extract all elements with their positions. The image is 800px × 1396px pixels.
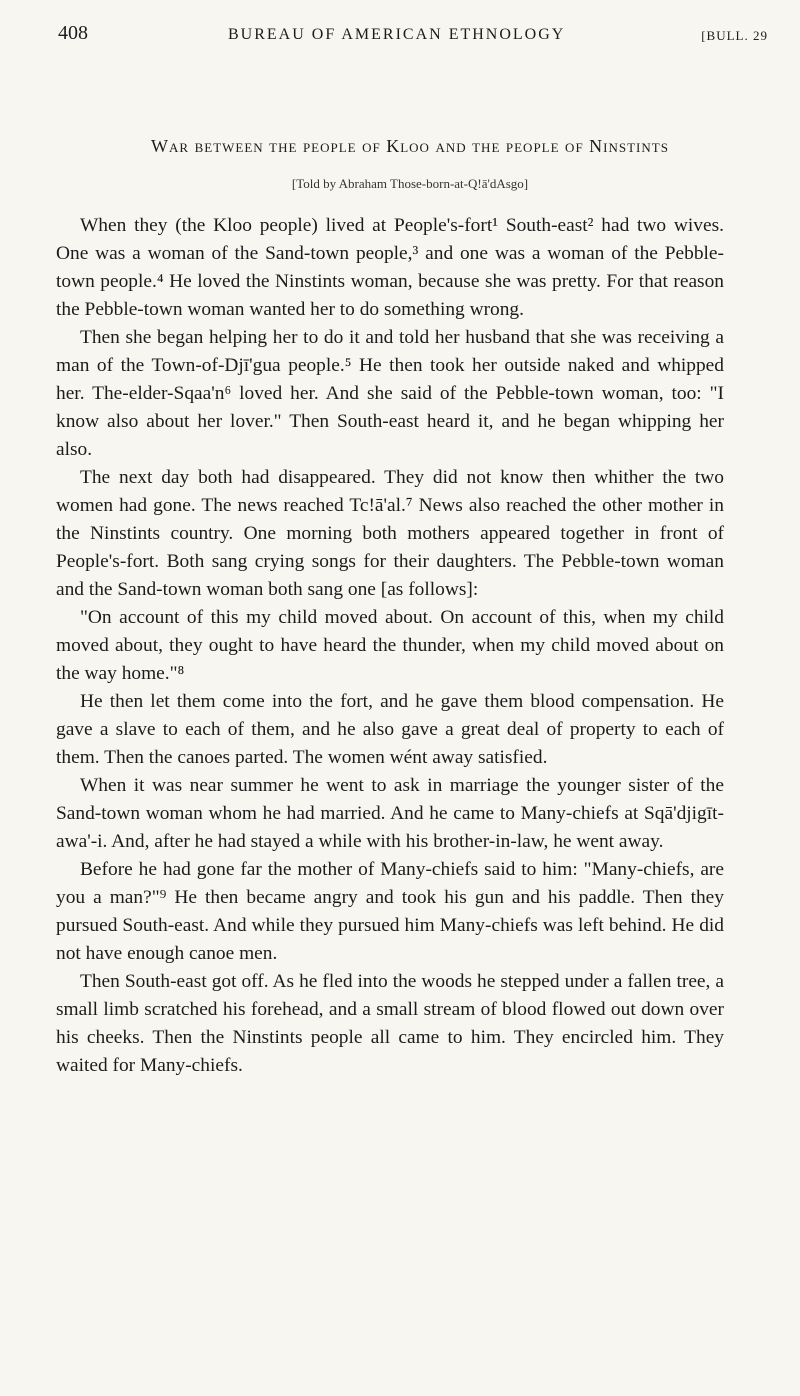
paragraph: When they (the Kloo people) lived at People's-fort¹ South-east² had two wives. One was a woman of the Sand-town people,³ and one was a woman of the Pebble-town people.⁴ He loved the Ninstints woman, because she was pretty. For that reason the Pebble-town woman wanted her to do something wrong. xyxy=(56,215,724,320)
story-body xyxy=(56,212,724,1080)
paragraph: Then South-east got off. As he fled into the woods he stepped under a fallen tree, a small limb scratched his forehead, and a small stream of blood flowed out down over his cheeks. Then the Ninstints people all came to him. They encircled him. They waited for Many-chiefs. xyxy=(56,971,724,1076)
paragraph: "On account of this my child moved about. On account of this, when my child moved about, they ought to have heard the thunder, when my child moved about on the way home."⁸ xyxy=(56,607,724,684)
paragraph: He then let them come into the fort, and he gave them blood compensation. He gave a slave to each of them, and he also gave a great deal of property to each of them. Then the canoes parted. The women wént away satisfied. xyxy=(56,691,724,768)
running-title: BUREAU OF AMERICAN ETHNOLOGY xyxy=(228,26,566,43)
paragraph: Then she began helping her to do it and told her husband that she was receiving a man of the Town-of-Djī'gua people.⁵ He then took her outside naked and whipped her. The-elder-Sqaa'n⁶ loved her. And she said of the Pebble-town woman, too: "I know also about her lover." Then South-east heard it, and he began whipping her also. xyxy=(56,327,724,460)
story-title: War between the people of Kloo and the people of Ninstints xyxy=(151,136,669,156)
story-attribution: [Told by Abraham Those-born-at-Q!ā'dAsgo] xyxy=(291,176,529,191)
bulletin-label: [BULL. 29 xyxy=(701,28,768,43)
page-header xyxy=(58,22,768,52)
paragraph: The next day both had disappeared. They did not know then whither the two women had gone. The news reached Tc!ā'al.⁷ News also reached the other mother in the Ninstints country. One morning both mothers appeared together in front of People's-fort. Both sang crying songs for their daughters. The Pebble-town woman and the Sand-town woman both sang one [as follows]: xyxy=(56,467,724,600)
paragraph: When it was near summer he went to ask in marriage the younger sister of the Sand-town woman whom he had married. And he came to Many-chiefs at Sqā'djigīt-awa'-i. And, after he had stayed a while with his brother-in-law, he went away. xyxy=(56,775,724,852)
page-number: 408 xyxy=(58,22,88,44)
paragraph: Before he had gone far the mother of Many-chiefs said to him: "Many-chiefs, are you a man?"⁹ He then became angry and took his gun and his paddle. Then they pursued South-east. And while they pursued him Many-chiefs was left behind. He did not have enough canoe men. xyxy=(56,859,724,964)
